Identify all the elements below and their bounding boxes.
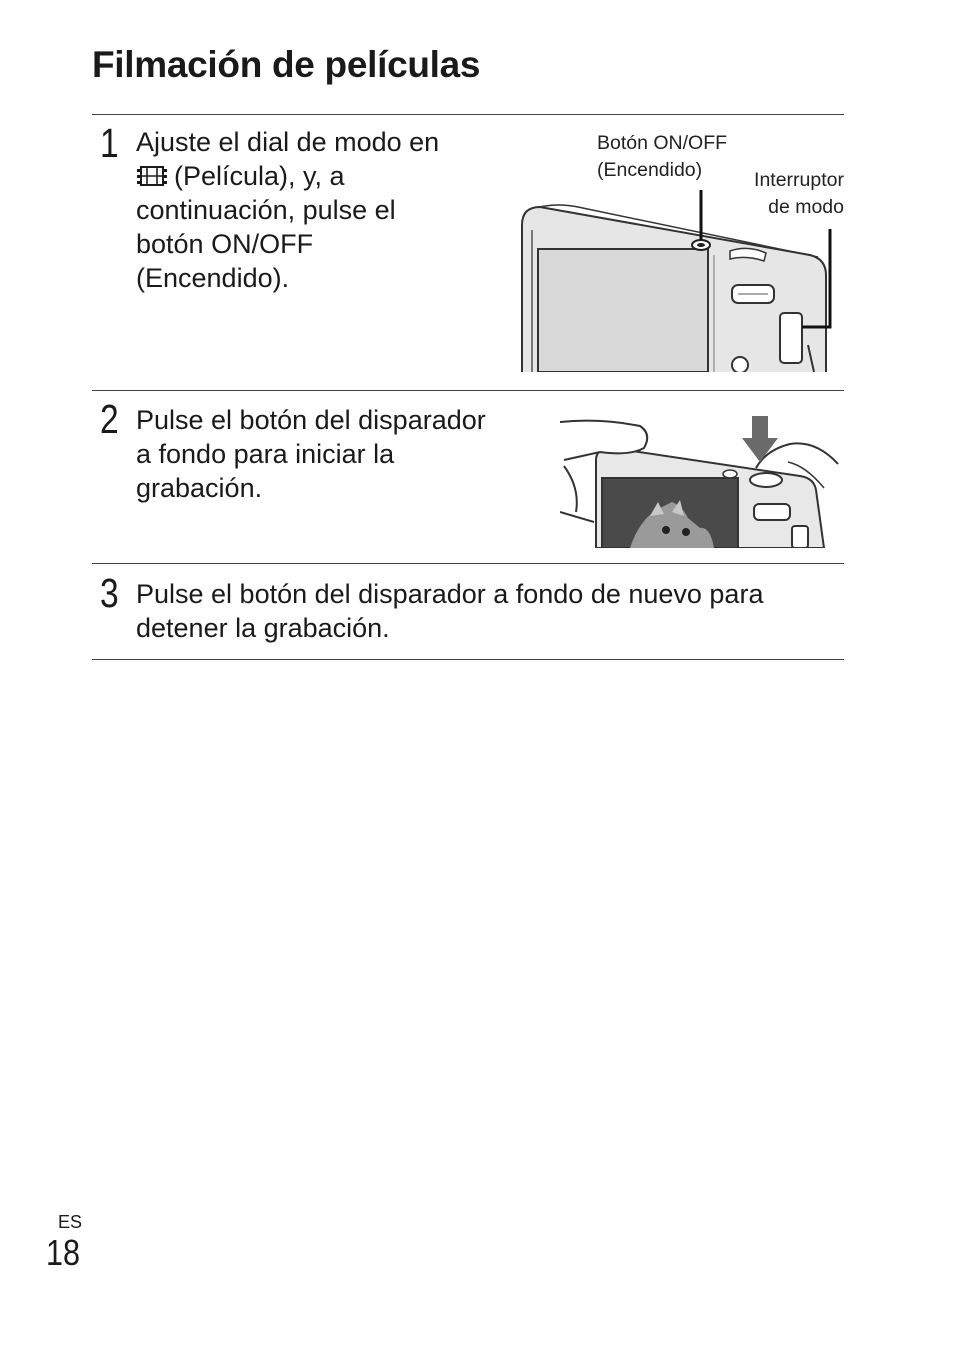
step-1-line: continuación, pulse el — [136, 195, 396, 225]
step-1-line: Ajuste el dial de modo en — [136, 127, 440, 157]
divider — [92, 659, 844, 660]
step-2-line: Pulse el botón del disparador — [136, 405, 486, 435]
divider — [92, 563, 844, 564]
movie-film-icon — [136, 164, 168, 188]
step-1-number: 1 — [100, 120, 119, 166]
step-1-line: (Película), y, a — [136, 159, 439, 193]
step-3-number: 3 — [100, 570, 119, 616]
language-code: ES — [58, 1212, 83, 1232]
step-2-text — [136, 403, 486, 505]
camera-top-illustration — [518, 185, 844, 372]
divider — [92, 114, 844, 115]
mode-switch-callout: Interruptor de modo — [754, 169, 844, 218]
page-number: 18 — [46, 1232, 81, 1273]
step-3-line: Pulse el botón del disparador a fondo de nuevo para — [136, 579, 764, 609]
step-1-text — [136, 125, 439, 295]
page-title: Filmación de películas — [92, 44, 481, 85]
step-3-text — [136, 577, 763, 645]
step-1-line: botón ON/OFF — [136, 229, 314, 259]
step-3-line: detener la grabación. — [136, 613, 390, 643]
shutter-press-illustration — [560, 408, 844, 548]
step-2-line: grabación. — [136, 473, 263, 503]
step-2-number: 2 — [100, 396, 119, 442]
power-button-callout: Botón ON/OFF (Encendido) — [597, 132, 728, 181]
step-1-line: (Encendido). — [136, 263, 290, 293]
step-2-line: a fondo para iniciar la — [136, 439, 395, 469]
divider — [92, 390, 844, 391]
